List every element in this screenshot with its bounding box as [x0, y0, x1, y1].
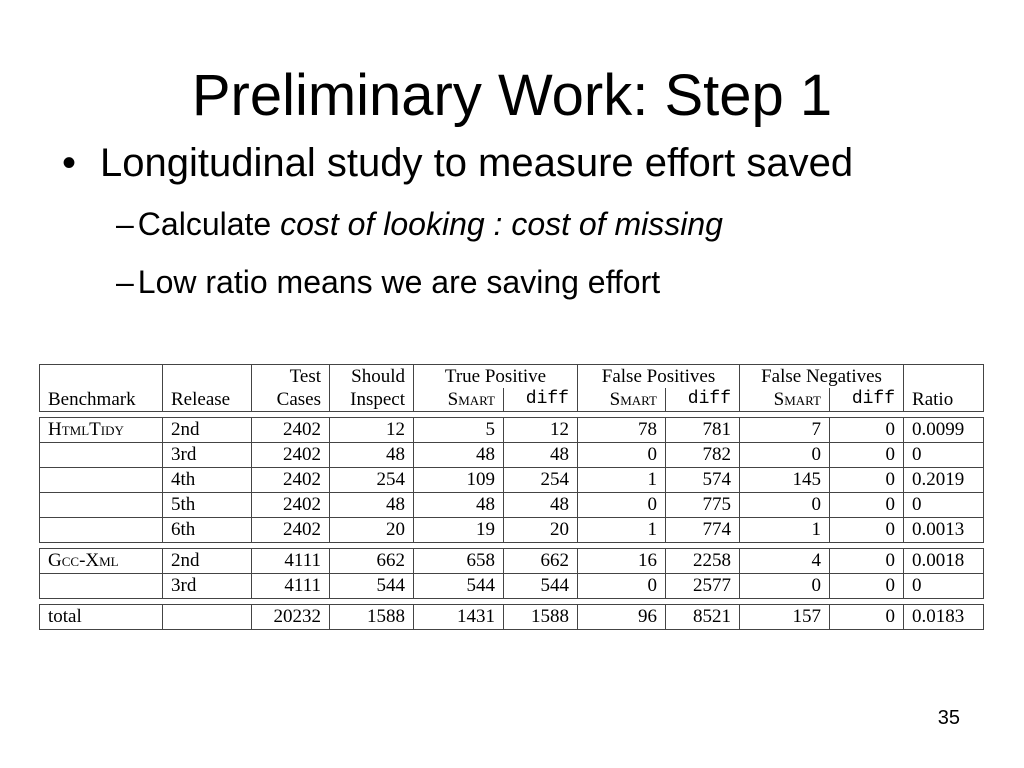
table-cell: 254: [330, 468, 414, 493]
header-cell-ratio: Ratio: [904, 388, 984, 412]
header-cell: [40, 365, 163, 389]
table-cell: 0: [904, 443, 984, 468]
table-cell: 145: [740, 468, 830, 493]
table-cell: 782: [666, 443, 740, 468]
htmltidy-group: [40, 418, 984, 543]
table-cell: 2402: [252, 443, 330, 468]
table-cell: 3rd: [163, 574, 252, 599]
table-cell: 48: [414, 493, 504, 518]
header-cell-true-positive: True Positive: [414, 365, 578, 389]
table-cell: 109: [414, 468, 504, 493]
table-cell: 20: [330, 518, 414, 543]
table-cell: 574: [666, 468, 740, 493]
table-cell: 0: [830, 605, 904, 630]
table-cell: 1588: [330, 605, 414, 630]
table-cell: 4111: [252, 549, 330, 574]
table-cell: 2402: [252, 493, 330, 518]
slide-title: Preliminary Work: Step 1: [191, 63, 833, 128]
table-cell: 0: [578, 574, 666, 599]
table-cell: 1: [740, 518, 830, 543]
table-cell: 20: [504, 518, 578, 543]
table-cell: 544: [504, 574, 578, 599]
table-cell: 96: [578, 605, 666, 630]
slide-number: 35: [937, 707, 960, 729]
header-cell-false-positives: False Positives: [578, 365, 740, 389]
table-cell: 774: [666, 518, 740, 543]
table-cell: 0: [578, 443, 666, 468]
table-cell: 0.0099: [904, 418, 984, 443]
table-cell: 0: [830, 493, 904, 518]
table-cell: 1588: [504, 605, 578, 630]
table-cell: 8521: [666, 605, 740, 630]
table-cell: 48: [504, 493, 578, 518]
table-cell: 1: [578, 468, 666, 493]
table-cell: 0.2019: [904, 468, 984, 493]
bullet-text: Longitudinal study to measure effort saved: [100, 141, 854, 185]
table-cell: 48: [414, 443, 504, 468]
table-cell: 544: [414, 574, 504, 599]
table-cell: 1: [578, 518, 666, 543]
table-cell: 3rd: [163, 443, 252, 468]
table-cell: 0.0018: [904, 549, 984, 574]
header-cell-release: Release: [163, 388, 252, 412]
table-cell: 12: [330, 418, 414, 443]
table-cell: 0: [830, 574, 904, 599]
header-cell: [904, 365, 984, 389]
table-cell-benchmark: [40, 443, 163, 468]
header-cell-benchmark: Benchmark: [40, 388, 163, 412]
table-cell: 0.0183: [904, 605, 984, 630]
table-cell: 16: [578, 549, 666, 574]
header-cell-smart: Smart: [578, 388, 666, 412]
header-cell-inspect: Inspect: [330, 388, 414, 412]
table-cell: 0: [830, 418, 904, 443]
header-cell-cases: Cases: [252, 388, 330, 412]
table-cell: 4th: [163, 468, 252, 493]
header-cell: Should: [330, 365, 414, 389]
table-cell: 48: [330, 493, 414, 518]
header-cell-smart: Smart: [740, 388, 830, 412]
table-cell: 0: [740, 493, 830, 518]
table-cell: 781: [666, 418, 740, 443]
sub-bullet-text: Low ratio means we are saving effort: [137, 264, 661, 300]
table-header-row: [40, 365, 984, 389]
sub-bullet-low-ratio: [116, 262, 660, 302]
table-cell: 662: [504, 549, 578, 574]
sub-bullet-italic: cost of looking : cost of missing: [280, 206, 723, 242]
table-cell: 6th: [163, 518, 252, 543]
table-cell: 775: [666, 493, 740, 518]
table-cell-benchmark: [40, 468, 163, 493]
table-cell: 48: [330, 443, 414, 468]
header-cell-diff: diff: [504, 388, 578, 412]
header-cell-smart: Smart: [414, 388, 504, 412]
header-cell: Test: [252, 365, 330, 389]
header-cell-diff: diff: [666, 388, 740, 412]
table-cell: 662: [330, 549, 414, 574]
table-cell: 0: [830, 443, 904, 468]
table-cell: [163, 605, 252, 630]
table-cell-benchmark: [40, 574, 163, 599]
sub-bullet-dash: –: [116, 264, 134, 300]
table-row: [40, 549, 984, 574]
table-cell: 157: [740, 605, 830, 630]
table-row: [40, 574, 984, 599]
table-cell: 0: [740, 443, 830, 468]
sub-bullet-prefix: Calculate: [137, 206, 281, 242]
table-cell: 2577: [666, 574, 740, 599]
gccxml-group: [40, 549, 984, 599]
table-cell: 12: [504, 418, 578, 443]
bullet-marker: •: [62, 141, 77, 185]
table-row: [40, 493, 984, 518]
table-cell-benchmark: Gcc-Xml: [40, 549, 163, 574]
table-cell: 4: [740, 549, 830, 574]
table-cell: 7: [740, 418, 830, 443]
table-cell: 2nd: [163, 549, 252, 574]
table-cell-benchmark: [40, 518, 163, 543]
table-cell: 544: [330, 574, 414, 599]
table-cell: 48: [504, 443, 578, 468]
table-cell: 5: [414, 418, 504, 443]
table-cell: 20232: [252, 605, 330, 630]
table-cell: 2258: [666, 549, 740, 574]
header-cell-false-negatives: False Negatives: [740, 365, 904, 389]
table-cell: 0: [830, 518, 904, 543]
header-cell: [163, 365, 252, 389]
table-cell-benchmark: [40, 493, 163, 518]
table-cell: total: [40, 605, 163, 630]
table-cell: 0: [830, 549, 904, 574]
table-cell: 658: [414, 549, 504, 574]
table-cell: 0: [578, 493, 666, 518]
sub-bullet-calculate: [116, 204, 723, 244]
header-cell-diff: diff: [830, 388, 904, 412]
table-cell: 2402: [252, 518, 330, 543]
table-cell: 2402: [252, 418, 330, 443]
table-cell: 2402: [252, 468, 330, 493]
sub-bullet-dash: –: [116, 206, 134, 242]
table-row-total: [40, 605, 984, 630]
table-cell: 0.0013: [904, 518, 984, 543]
table-row: [40, 443, 984, 468]
table-cell: 4111: [252, 574, 330, 599]
table-cell-benchmark: HtmlTidy: [40, 418, 163, 443]
table-row: [40, 468, 984, 493]
table-header-row: [40, 388, 984, 412]
table-cell: 78: [578, 418, 666, 443]
table-row: [40, 518, 984, 543]
bullet-item: [62, 139, 853, 187]
table-cell: 0: [904, 493, 984, 518]
table-cell: 5th: [163, 493, 252, 518]
table-row: [40, 418, 984, 443]
table-cell: 254: [504, 468, 578, 493]
table-cell: 0: [830, 468, 904, 493]
table-cell: 2nd: [163, 418, 252, 443]
table-cell: 19: [414, 518, 504, 543]
table-cell: 1431: [414, 605, 504, 630]
results-table: [39, 364, 984, 630]
table-cell: 0: [740, 574, 830, 599]
table-cell: 0: [904, 574, 984, 599]
